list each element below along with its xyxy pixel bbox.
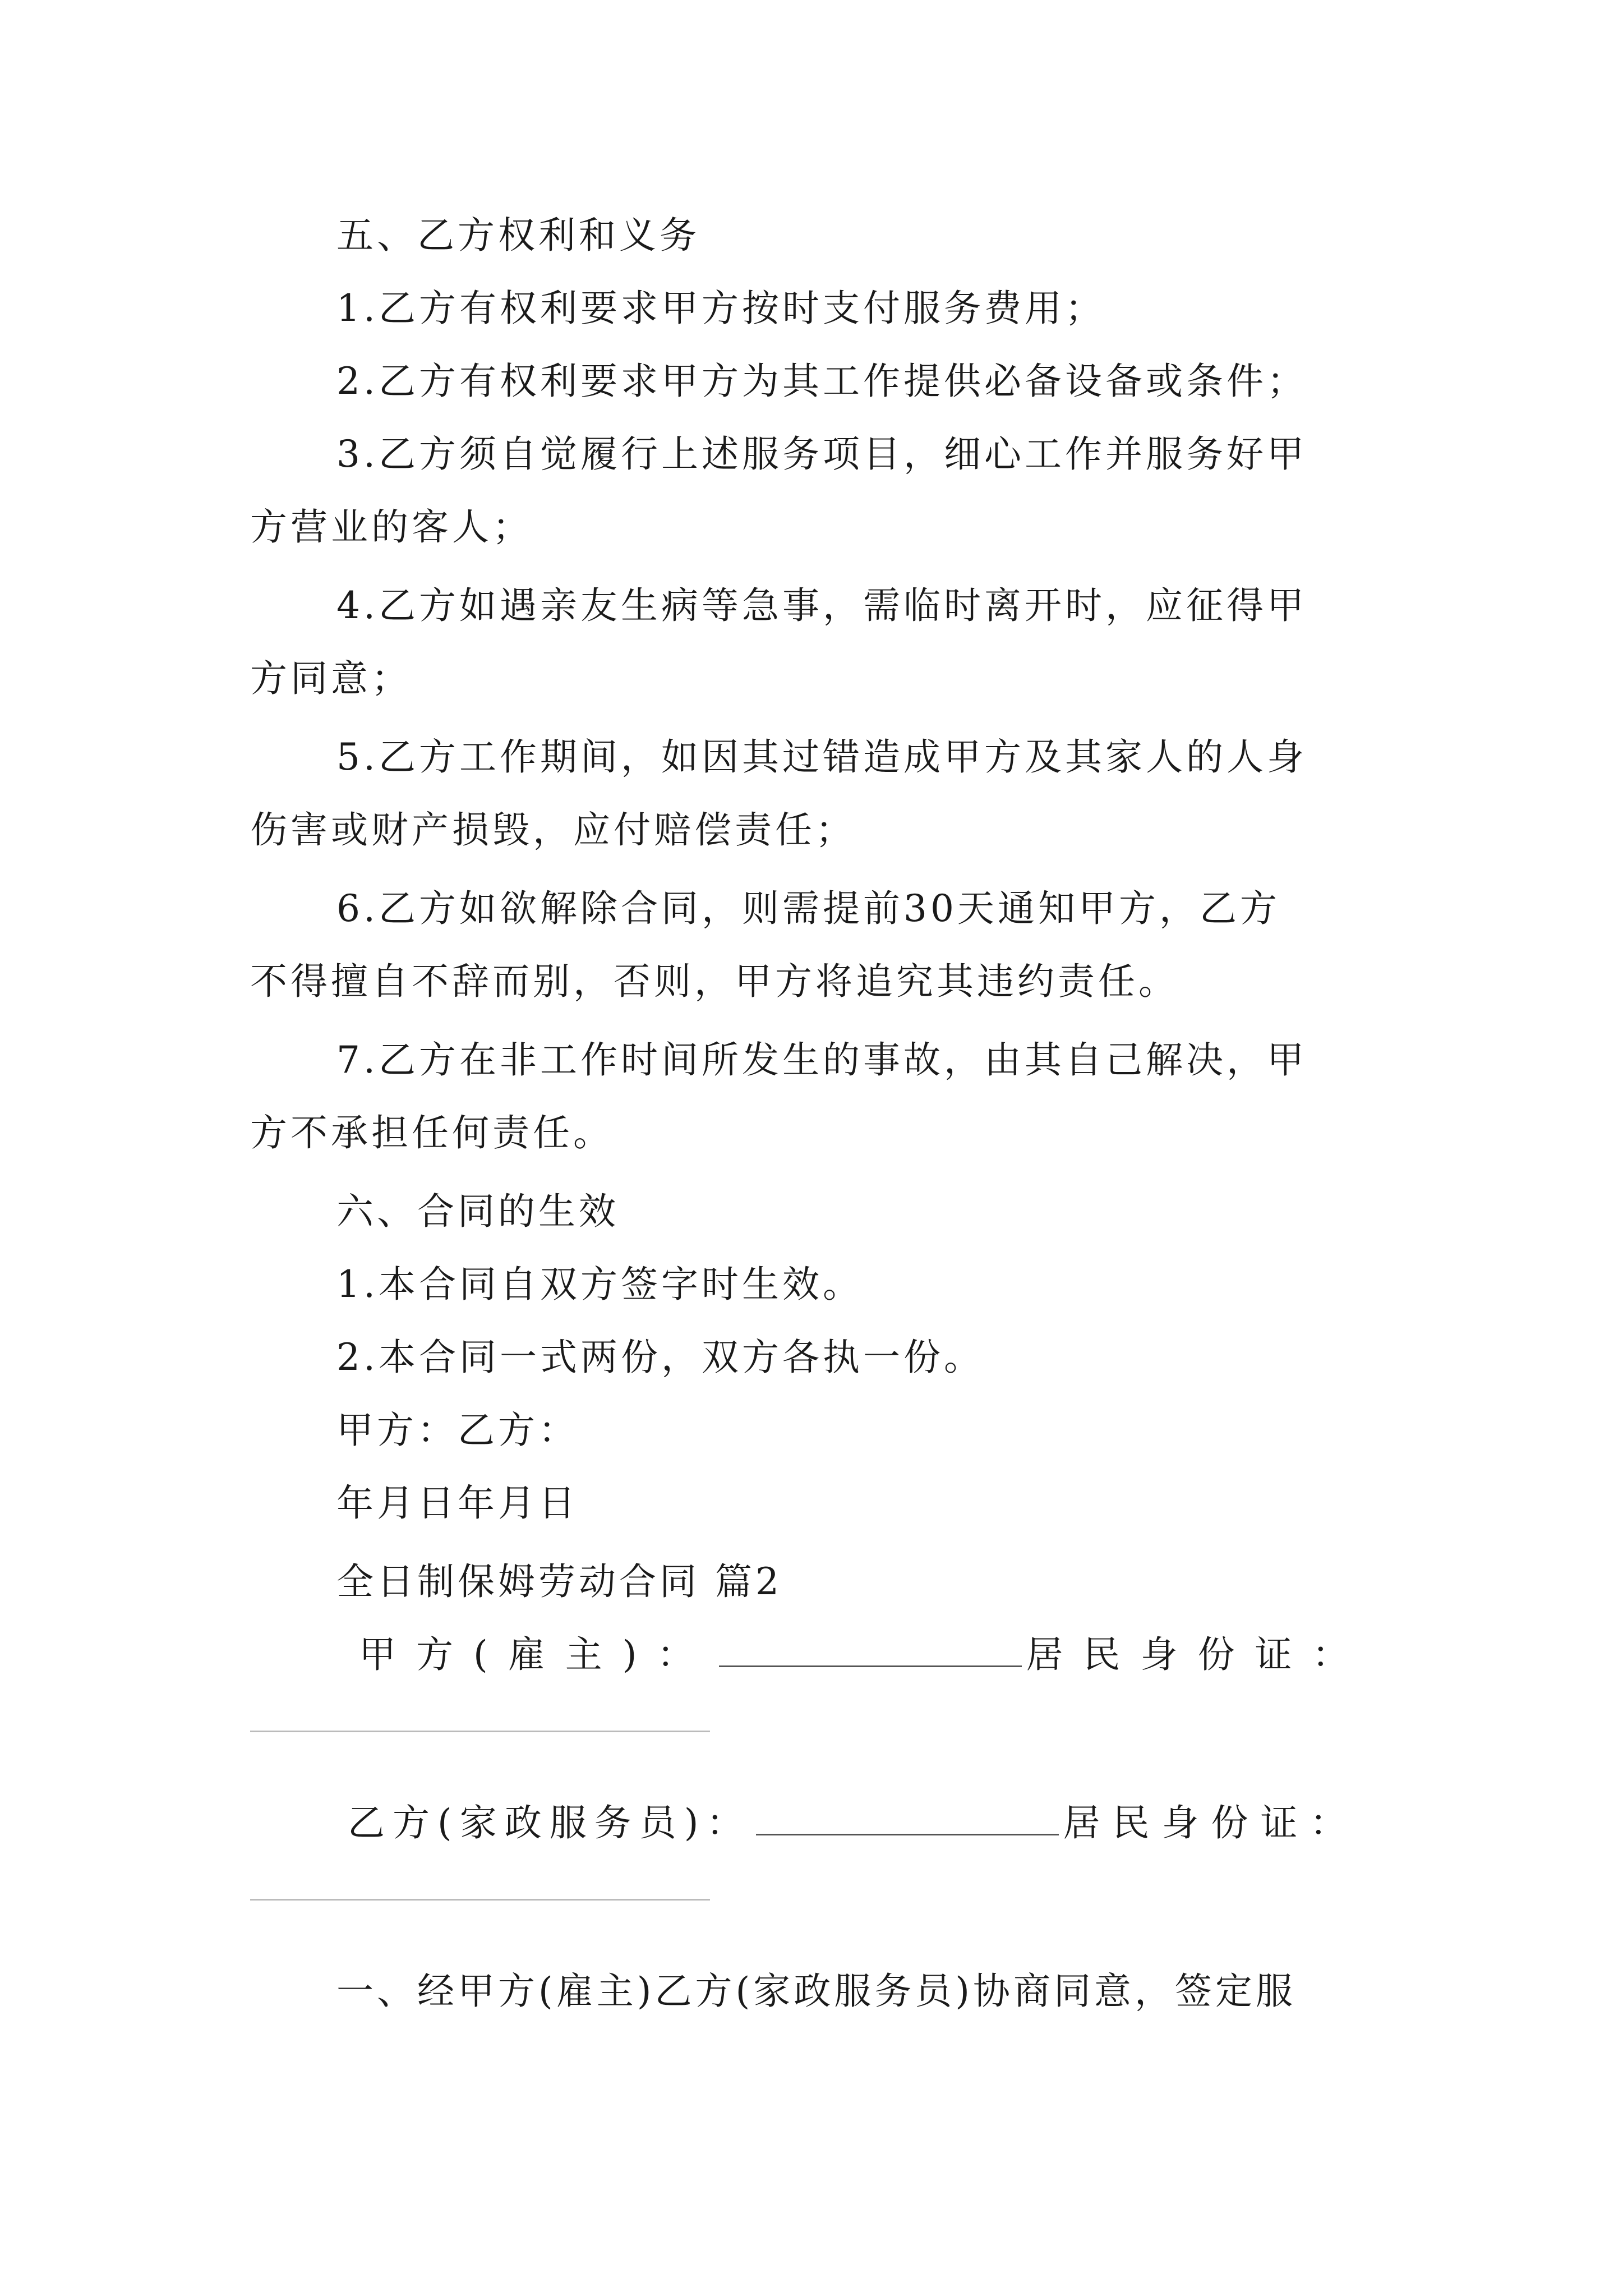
party-a-id-blank[interactable]: [250, 1731, 710, 1732]
clause-5-3-line1: 3.乙方须自觉履行上述服务项目，细心工作并服务好甲: [336, 432, 1307, 476]
party-b-id-label: 居民身份证：: [1063, 1801, 1359, 1844]
party-a-id-label: 居民身份证：: [1026, 1633, 1370, 1676]
clause-5-7-line2: 方不承担任何责任。: [250, 1111, 614, 1154]
party-a-label: 甲方(雇主)：: [359, 1633, 714, 1676]
party-b-row: [348, 1801, 1380, 1846]
party-b-name-blank[interactable]: [756, 1801, 1059, 1835]
document-2-title: 全日制保姆劳动合同 篇2: [336, 1560, 782, 1603]
party-b-label: 乙方(家政服务员)：: [348, 1801, 751, 1844]
clause-5-1: 1.乙方有权利要求甲方按时支付服务费用；: [336, 287, 1105, 330]
clause-5-2: 2.乙方有权利要求甲方为其工作提供必备设备或条件；: [336, 360, 1307, 403]
clause-5-4-line2: 方同意；: [250, 657, 412, 700]
clause-1-line1: 一、经甲方(雇主)乙方(家政服务员)协商同意，签定服: [336, 1970, 1296, 2013]
clause-6-1: 1.本合同自双方签字时生效。: [336, 1263, 863, 1306]
clause-5-6-line1: 6.乙方如欲解除合同，则需提前30天通知甲方，乙方: [336, 887, 1280, 930]
clause-6-2: 2.本合同一式两份，双方各执一份。: [336, 1336, 984, 1379]
clause-5-7-line1: 7.乙方在非工作时间所发生的事故，由其自己解决，甲: [336, 1038, 1307, 1082]
signature-dates: 年月日年月日: [336, 1481, 579, 1525]
party-a-name-blank[interactable]: [719, 1633, 1022, 1667]
section-6-heading: 六、合同的生效: [336, 1190, 619, 1233]
section-5-heading: 五、乙方权利和义务: [336, 214, 700, 257]
clause-5-6-line2: 不得擅自不辞而别，否则，甲方将追究其违约责任。: [250, 960, 1179, 1003]
clause-5-4-line1: 4.乙方如遇亲友生病等急事，需临时离开时，应征得甲: [336, 584, 1307, 627]
party-b-id-blank[interactable]: [250, 1899, 710, 1901]
clause-5-3-line2: 方营业的客人；: [250, 505, 533, 549]
clause-5-5-line2: 伤害或财产损毁，应付赔偿责任；: [250, 808, 856, 852]
clause-5-5-line1: 5.乙方工作期间，如因其过错造成甲方及其家人的人身: [336, 735, 1307, 779]
party-a-row: [359, 1632, 1380, 1677]
signature-parties: 甲方：乙方：: [336, 1409, 579, 1452]
